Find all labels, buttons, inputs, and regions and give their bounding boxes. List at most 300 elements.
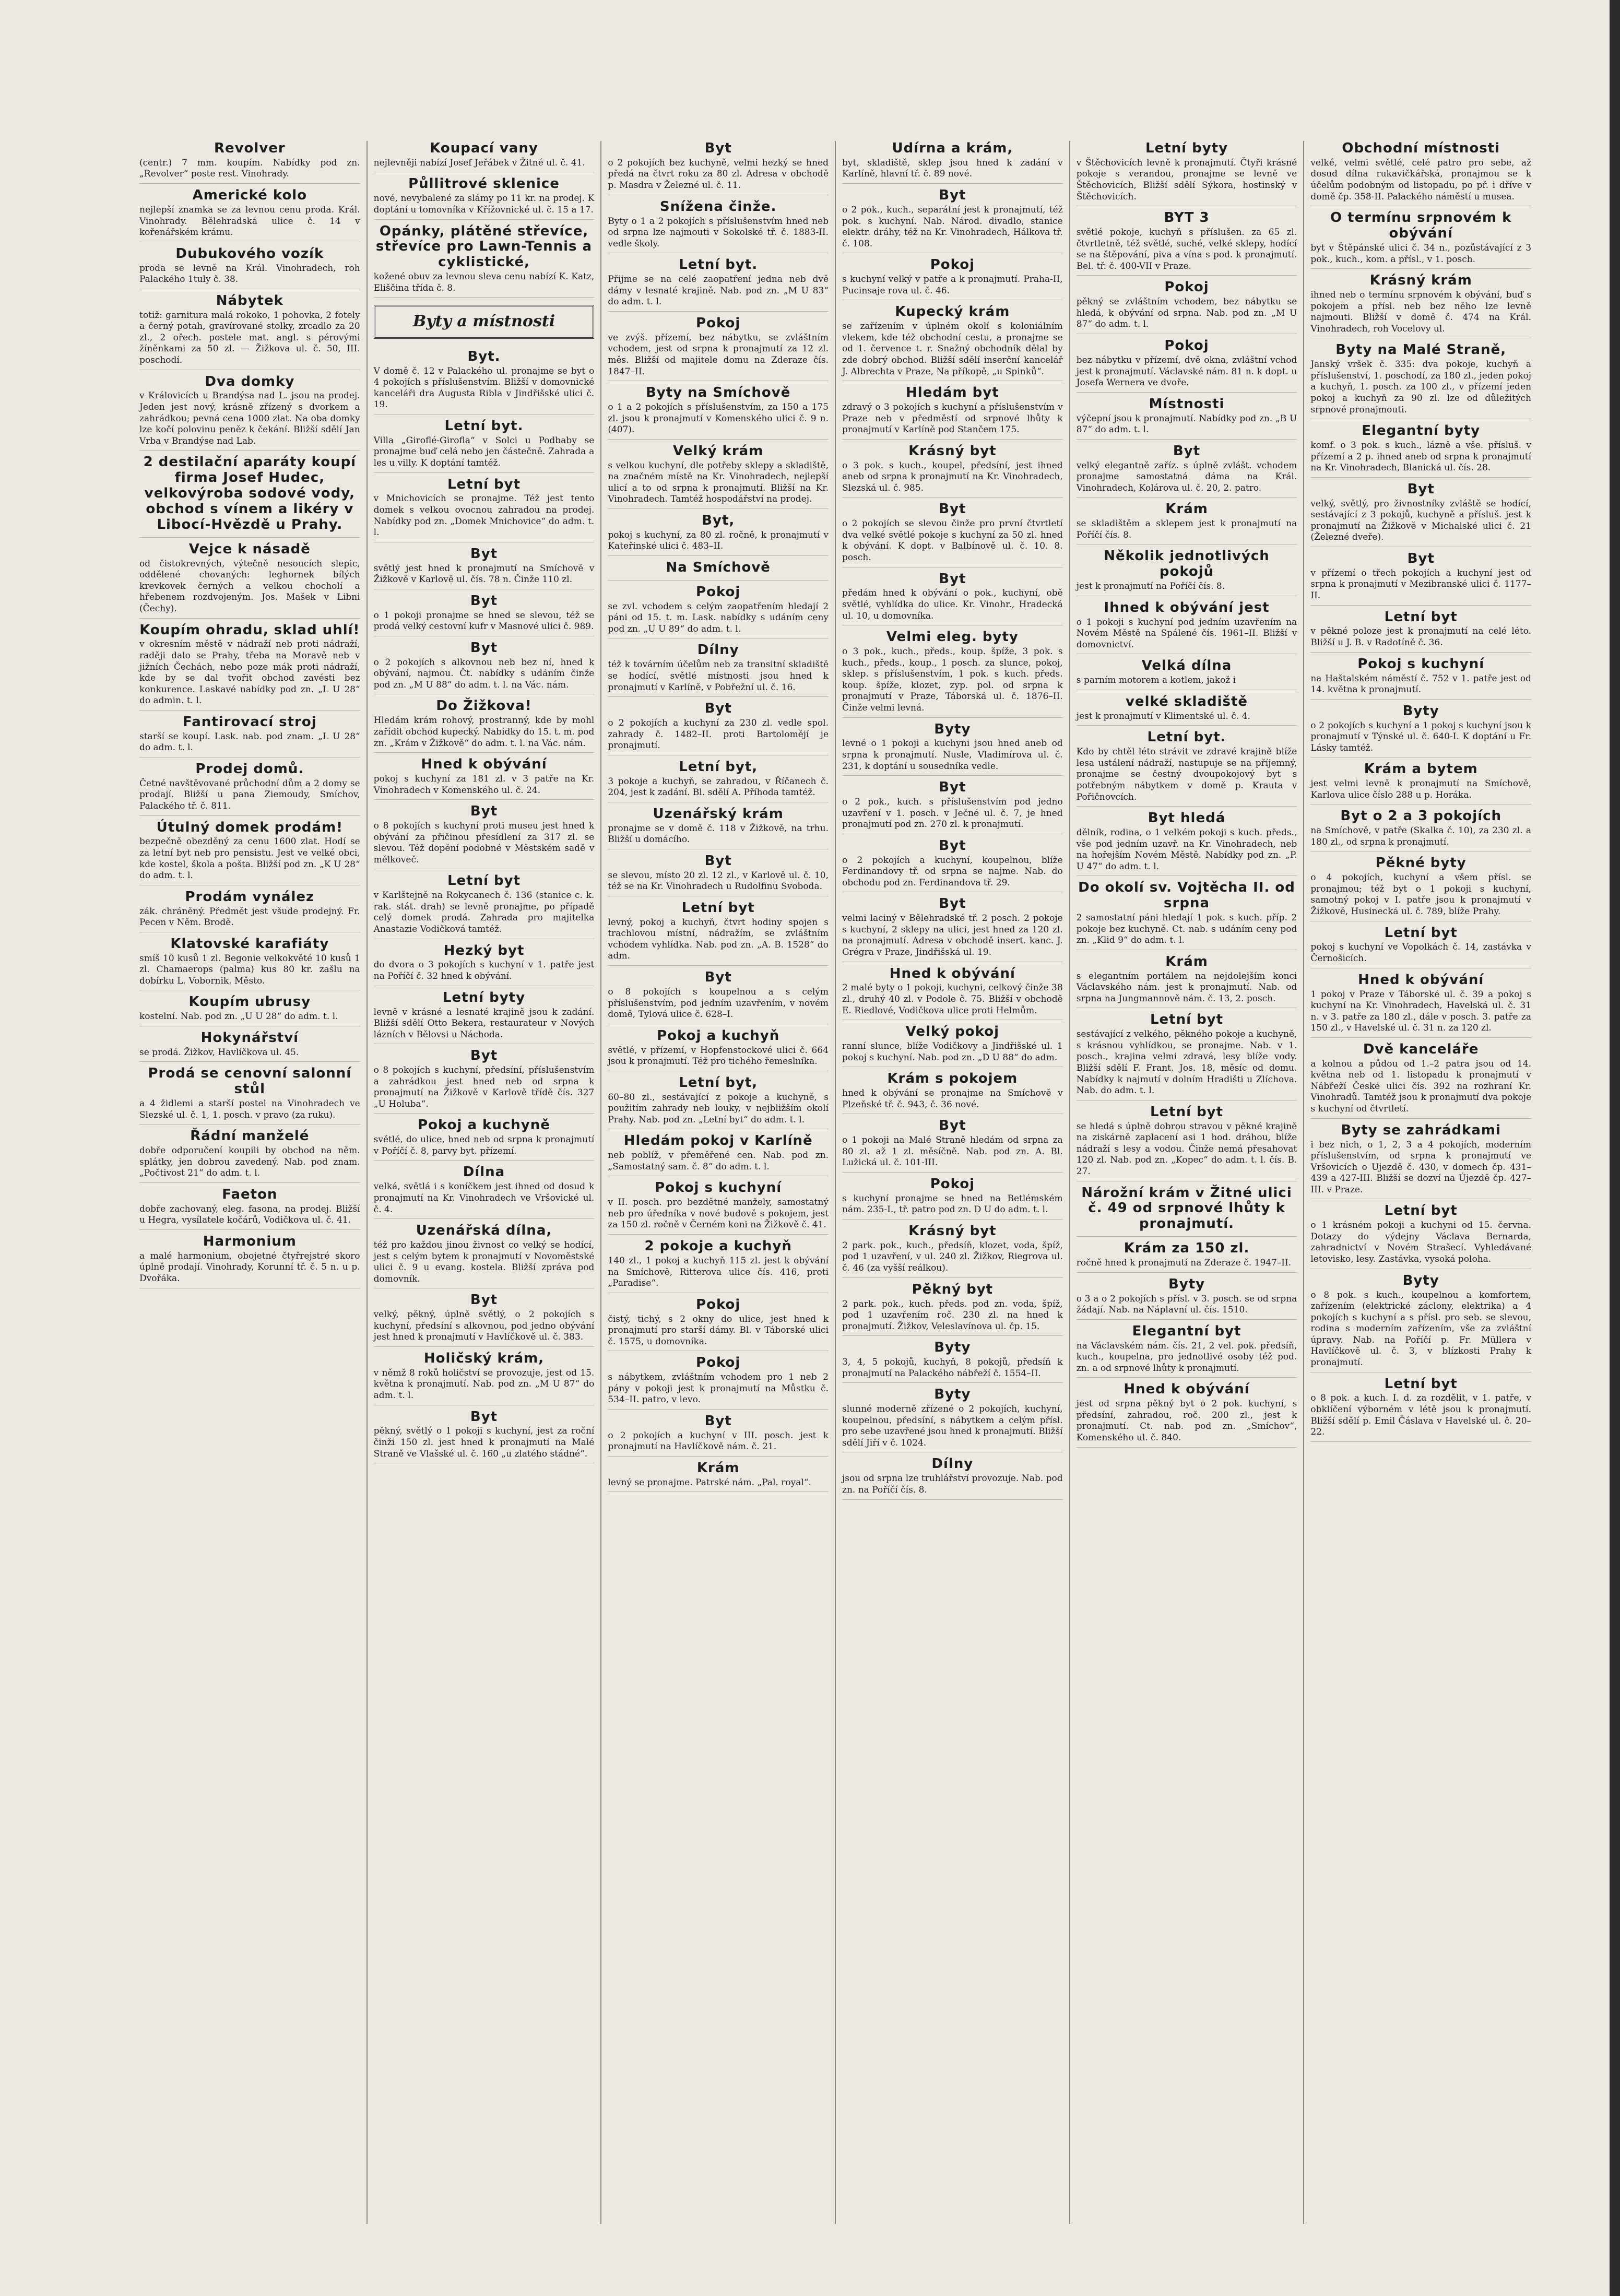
ad-heading: Byt bbox=[470, 1292, 498, 1308]
ad-body: bezpečně obezděný za cenu 1600 zlat. Hodí se za letní byt neb pro pensistu. Jest ve velké obci, kde kostel, škola a pošta. Bližší pod zn. „K U 28“ do adm. t. l. bbox=[139, 836, 360, 881]
classified-ad bbox=[139, 1031, 360, 1062]
ad-body: byt v Štěpánské ulici č. 34 n., pozůstávající z 3 pok., kuch., kom. a přísl., v 1. posch. bbox=[1310, 242, 1532, 265]
ad-body: v Karlštejně na Rokycanech č. 136 (stanice c. k. rak. stát. drah) se levně pronajme, po případě celý domek prodá. Zahrada pro majitelka Anastazie Vodičková tamtéž. bbox=[373, 890, 595, 934]
ad-heading: Byt bbox=[1407, 550, 1435, 566]
ad-heading: Letní byt bbox=[681, 900, 755, 916]
ad-body: v Mnichovicích se pronajme. Též jest tento domek s velkou ovocnou zahradou na prodej. Nabídky pod zn. „Domek Mnichovice“ do adm. t. l. bbox=[373, 493, 595, 538]
classified-ad bbox=[608, 901, 829, 966]
ad-body: 2 malé byty o 1 pokoji, kuchyni, celkový činže 38 zl., druhý 40 zl. v Podole č. 75. Bližší v obchodě E. Riedlové, Vodičkova ulice proti Helmům. bbox=[842, 983, 1063, 1016]
ad-body: výčepní jsou k pronajmutí. Nabídky pod zn. „B U 87“ do adm. t. l. bbox=[1076, 413, 1297, 435]
classified-ad bbox=[608, 560, 829, 581]
ad-heading: Letní byt. bbox=[679, 257, 758, 273]
classified-ad bbox=[1310, 423, 1531, 478]
ad-heading: Letní byt bbox=[1384, 925, 1458, 941]
ad-heading: Byt bbox=[939, 187, 966, 204]
ad-body: pokoj s kuchyní ve Vopolkách č. 14, zastávka v Černošicích. bbox=[1310, 942, 1532, 964]
ad-heading: Dva domky bbox=[205, 373, 295, 389]
classified-ad bbox=[1077, 600, 1297, 655]
ad-body: 2 samostatní páni hledají 1 pok. s kuch. příp. 2 pokoje bez kuchyně. Ct. nab. s udáním ceny pod zn. „Klid 9“ do adm. t. l. bbox=[1076, 913, 1297, 946]
classified-ad bbox=[608, 385, 829, 440]
classified-ad bbox=[374, 224, 595, 298]
classified-ad bbox=[139, 1066, 360, 1125]
ad-body: o 1 pokoji na Malé Straně hledám od srpna za 80 zl. až 1 zl. měsíčně. Nab. pod zn. A. Bl. Lužická ul. č. 101-III. bbox=[842, 1135, 1063, 1168]
ad-heading: Pokoj a kuchyně bbox=[418, 1117, 550, 1133]
ad-heading: Byt bbox=[939, 779, 966, 796]
ad-body: dobře odporučení koupili by obchod na něm. splátky, jen dobrou zavedený. Nab. pod znam. „Počtivost 21“ do adm. t. l. bbox=[139, 1145, 360, 1179]
ad-heading: 2 destilační aparáty koupí firma Josef Hudec, velkovýroba sodové vody, obchod s vínem a likéry v Libocí-Hvězdě u Prahy. bbox=[143, 454, 357, 532]
ad-body: na Václavském nám. čís. 21, 2 vel. pok. předsíň, kuch., koupelna, pro jednotlivé osoby též pod. zn. a od srpnové lhůty k pronajmutí. bbox=[1076, 1340, 1297, 1374]
ad-body: v okresním městě v nádraží neb proti nádraží, raději dalo se Prahy, třeba na Moravě neb v jižních Čechách, nebo poze mák proti nádraží, kde by se dal tvořit obchod zavésti bez konkurence. Laskavé nabídky pod zn. „L U 28“ do admin. t. l. bbox=[139, 639, 360, 706]
classified-ad bbox=[1077, 1012, 1297, 1100]
ad-body: s kuchyní pronajme se hned na Betlémském nám. 235-I., tř. patro pod zn. D U do adm. t. l. bbox=[842, 1193, 1063, 1215]
classified-ad bbox=[1310, 342, 1531, 419]
ad-body: nejlepší znamka se za levnou cenu proda. Král. Vinohrady. Bělehradská ulice č. 14 v kořenářském krámu. bbox=[139, 204, 360, 238]
classified-ad bbox=[1077, 141, 1297, 206]
ad-heading: Prodá se cenovní salonní stůl bbox=[148, 1066, 352, 1097]
ad-body: se skladištěm a sklepem jest k pronajmutí na Poříčí čís. 8. bbox=[1076, 518, 1297, 540]
ad-body: jest od srpna pěkný byt o 2 pok. kuchyní, s předsíní, zahradou, roč. 200 zl., jest k pronajmutí. Ct. nab. pod zn. „Smíchov“, Komenského ul. č. 840. bbox=[1076, 1399, 1297, 1443]
ad-body: v II. posch. pro bezdětné manžely, samostatný neb pro úředníka v nové budově s pokojem, jest za 150 zl. ročně v Černém koni na Žižkově č. 41. bbox=[608, 1197, 829, 1230]
classified-ad bbox=[1077, 444, 1297, 498]
classified-column bbox=[1070, 141, 1305, 2224]
ad-body: 3 pokoje a kuchyň, se zahradou, v Říčanech č. 204, jest k zadání. Bl. sdělí A. Příhoda tamtéž. bbox=[608, 776, 829, 798]
classified-ad bbox=[1077, 1105, 1297, 1181]
ad-body: o 4 pokojích, kuchyní a všem přísl. se pronajmou; též byt o 1 pokoji s kuchyní, samotný pokoj v I. patře jsou k pronajmutí v Žižkově, Husinecká ul. č. 789, blíže Prahy. bbox=[1310, 872, 1532, 917]
ad-heading: Letní byt bbox=[447, 476, 521, 492]
ad-heading: Fantirovací stroj bbox=[182, 714, 317, 730]
classified-ad bbox=[139, 246, 360, 289]
ad-heading: Pokoj bbox=[696, 584, 741, 600]
ad-body: o 2 pok., kuch. s příslušenstvím pod jedno uzavření v 1. posch. v Ječné ul. č. 7, je hned pronajmutí pod zn. 270 zl. k pronajmutí. bbox=[842, 797, 1063, 830]
ad-body: jest k pronajmutí v Klimentské ul. č. 4. bbox=[1076, 711, 1250, 721]
ad-body: levné o 1 pokoji a kuchyni jsou hned aneb od srpna k pronajmutí. Nusle, Vladimírova ul. č. 231, k doptání u sousedníka vedle. bbox=[842, 738, 1063, 772]
ad-heading: Pokoj s kuchyní bbox=[1357, 656, 1485, 672]
ad-heading: Byt bbox=[470, 1409, 498, 1425]
ad-body: o 8 pokojích s koupelnou a s celým příslušenstvím, pod jedním uzavřením, v novém domě, Tylová ulice č. 628–I. bbox=[608, 986, 829, 1020]
classified-ad bbox=[608, 854, 829, 896]
ad-body: pěkný se zvláštním vchodem, bez nábytku se hledá, k obývání od srpna. Nab. pod zn. „M U 87“ do adm. t. l. bbox=[1076, 297, 1297, 330]
ad-heading: Letní byt. bbox=[444, 418, 524, 434]
ad-body: v přízemí o třech pokojích a kuchyní jest od srpna k pronajmutí v Mezibranské ulici č. 1177–II. bbox=[1310, 567, 1532, 601]
classified-ad bbox=[1310, 1203, 1531, 1269]
classified-ad bbox=[608, 141, 829, 195]
classified-ad bbox=[1310, 482, 1531, 547]
ad-body: velký elegantně zaříz. s úplně zvlášt. vchodem pronajme samostatná dáma na Král. Vinohradech, Kolárova ul. č. 20, 2. patro. bbox=[1076, 460, 1297, 493]
ad-body: a malé harmonium, obojetné čtyřrejstré skoro úplně prodají. Vinohrady, Korunní tř. č. 5 n. u p. Dvořáka. bbox=[139, 1250, 360, 1284]
classified-ad bbox=[1077, 694, 1297, 726]
ad-heading: Hokynářství bbox=[200, 1029, 299, 1046]
ad-body: a kolnou a půdou od 1.–2 patra jsou od 14. května neb od 1. listopadu k pronajmutí v Nábřeží České ulici čís. 392 na rozhraní Kr. Vinohradů. Tamtéž jsou k pronajmutí dva pokoje s kuchyní od čtvrtletí. bbox=[1310, 1058, 1532, 1115]
classified-ad bbox=[1077, 658, 1297, 690]
ad-body: o 2 pokojích s alkovnou neb bez ní, hned k obývání, najmou. Čt. nabídky s udáním činže pod zn. „M U 88“ do adm. t. l. na Vác. nám. bbox=[373, 657, 595, 690]
ad-body: se zařízením v úplném okolí s koloniálním vlekem, kde též obchodní cestu, a pronajme se od 1. července t. r. Snažný obchodník dělal by zde dobrý obchod. Bližší sdělí inserční kancelář J. Albrechta v Praze, Na příkopě, „u Spinků“. bbox=[842, 321, 1063, 377]
ad-body: levný, pokoj a kuchyň, čtvrt hodiny spojen s trachlovou místní, nádražím, se zvláštním vchodem vyhlídka. Nab. pod zn. „A. B. 1528“ do adm. bbox=[608, 917, 829, 962]
classified-ad bbox=[374, 990, 595, 1045]
classified-ad bbox=[608, 1414, 829, 1457]
ad-body: pokoj s kuchyní, za 80 zl. ročně, k pronajmutí v Kateřinské ulici č. 483–II. bbox=[608, 529, 829, 552]
ad-body: velký, pěkný, úplně světlý, o 2 pokojích s kuchyní, předsíní s alkovnou, pod jedno obývání jest hned k pronajmutí v Havlíčkově ul. č. 383. bbox=[373, 1309, 595, 1343]
ad-body: ve zvýš. přízemí, bez nábytku, se zvláštním vchodem, jest od srpna k pronajmutí za 12 zl. měs. Bližší od majitele domu na Zderaze čís. 1847–II. bbox=[608, 332, 829, 377]
ad-body: od čistokrevných, výtečně nesoucích slepic, oddělené chovaných: leghornek bílých krevkovek černých a velkou chocholí a hřebenem rozdvojeným. Jos. Mašek v Libni (Čechy). bbox=[139, 558, 360, 614]
ad-heading: Byt bbox=[704, 853, 732, 869]
classified-ad bbox=[608, 444, 829, 509]
ad-body: Četné navštěvované průchodní dům a 2 domy se prodají. Bližší u pana Ziemoudy, Smíchov, Palackého tř. č. 811. bbox=[139, 778, 360, 811]
ad-body: hned k obývání se pronajme na Smíchově v Plzeňské tř. č. 943, č. 36 nové. bbox=[842, 1088, 1063, 1110]
ad-heading: Byt bbox=[704, 1413, 732, 1429]
ad-heading: Uzenářská dílna, bbox=[416, 1223, 552, 1239]
ad-heading: Byt bbox=[470, 593, 498, 609]
classified-ad bbox=[374, 1048, 595, 1114]
ad-heading: Byt, bbox=[702, 512, 735, 528]
classified-ad bbox=[374, 141, 595, 172]
ad-body: v Královicích u Brandýsa nad L. jsou na prodej. Jeden jest nový, krásně zřízený s dvorkem a zahrádkou; pevná cena 1000 zlat. Na oba domky lze kočí polovinu peněz k čekání. Bližší sdělí Jan Vrba v Brandýse nad Lab. bbox=[139, 390, 360, 446]
classified-ad bbox=[608, 585, 829, 639]
ad-body: o 2 pokojích a kuchyní v III. posch. jest k pronajmutí na Havlíčkově nám. č. 21. bbox=[608, 1430, 829, 1452]
ad-body: zák. chráněný. Předmět jest všude prodejný. Fr. Pecen v Něm. Brodě. bbox=[139, 906, 360, 928]
ad-heading: Byt bbox=[470, 546, 498, 562]
ad-heading: Velmi eleg. byty bbox=[886, 629, 1019, 645]
ad-body: levný se pronajme. Patrské nám. „Pal. royal“. bbox=[608, 1477, 811, 1488]
ad-body: smíš 10 kusů 1 zl. Begonie velkokvěté 10 kusů 1 zl. Chamaerops (palma) kus 80 kr. zašlu na dobírku L. Vobornik. Město. bbox=[139, 953, 360, 986]
ad-heading: Pěkný byt bbox=[912, 1281, 994, 1297]
ad-heading: Letní byt bbox=[1150, 1104, 1224, 1120]
ad-heading: BYT 3 bbox=[1164, 210, 1210, 226]
ad-heading: Byt bbox=[704, 701, 732, 717]
ad-body: o 1 pokoji s kuchyní pod jedním uzavřením na Novém Městě na Spálené čís. 1961–II. Bližší v domovnictví. bbox=[1076, 617, 1297, 650]
ad-heading: Americké kolo bbox=[192, 187, 308, 204]
ad-heading: Byt o 2 a 3 pokojích bbox=[1340, 808, 1502, 824]
classified-column bbox=[133, 141, 368, 2224]
classified-ad bbox=[374, 699, 595, 753]
classified-ad bbox=[1310, 762, 1531, 804]
ad-heading: Byty bbox=[1402, 1272, 1439, 1288]
ad-body: pronajme se v domě č. 118 v Žižkově, na trhu. Bližší u domácího. bbox=[608, 823, 829, 845]
classified-ad bbox=[139, 1234, 360, 1288]
ad-heading: Krám bbox=[696, 1460, 740, 1476]
ad-body: v Štěchovicích levně k pronajmutí. Čtyři krásné pokoje s verandou, pronajme se levně ve Štěchovicích, Bližší sdělí Sýkora, hostinský v Štěchovicích. bbox=[1076, 157, 1297, 202]
ad-body: s kuchyní velký v patře a k pronajmutí. Praha-II, Pucinsaje rova ul. č. 46. bbox=[842, 274, 1063, 296]
ad-heading: Řádní manželé bbox=[190, 1128, 310, 1144]
classified-ad bbox=[1310, 973, 1531, 1038]
ad-body: velký, světlý, pro živnostníky zvláště se hodící, sestávající z 3 pokojů, kuchyně a přísluš. jest k pronajmutí na Žižkově v Michalské ulici č. 21 (Železné dveře). bbox=[1310, 498, 1532, 543]
ad-body: velká, světlá i s koníčkem jest ihned od dosud k pronajmutí na Kr. Vinohradech ve Vršovické ul. č. 4. bbox=[373, 1181, 595, 1215]
ad-body: o 2 pokojích bez kuchyně, velmi hezký se hned předá na čtvrt roku za 80 zl. Adresa v obchodě p. Masdra v Železné ul. č. 11. bbox=[608, 157, 829, 191]
ad-body: s nábytkem, zvláštním vchodem pro 1 neb 2 pány v pokoji jest k pronajmutí na Můstku č. 534–II. patro, v levo. bbox=[608, 1372, 829, 1405]
classified-ad bbox=[608, 199, 829, 254]
ad-heading: Dubukového vozík bbox=[175, 245, 324, 262]
ad-body: též pro každou jinou živnost co velký se hodící, jest s celým bytem k pronajmutí v Novoměstské ulici č. 9 u evang. kostela. Bližší zpráva pod domovník. bbox=[373, 1240, 595, 1284]
ad-heading: Krásný krám bbox=[1369, 273, 1472, 289]
ad-heading: Holičský krám, bbox=[423, 1350, 545, 1366]
ad-heading: Velký pokoj bbox=[905, 1024, 1000, 1040]
classified-column bbox=[1304, 141, 1538, 2224]
classified-ad bbox=[842, 1177, 1063, 1220]
ad-heading: Letní byt. bbox=[1147, 729, 1226, 745]
ad-body: o 2 pokojích a kuchyní za 230 zl. vedle spol. zahrady č. 1482–II. proti Bartolomějí je pronajmutí. bbox=[608, 717, 829, 751]
ad-body: Byty o 1 a 2 pokojích s příslušenstvím hned neb od srpna lze najmouti v Sokolské tř. č. 1883-II. vedle školy. bbox=[608, 216, 829, 249]
ad-heading: Byty na Malé Straně, bbox=[1335, 342, 1507, 358]
ad-body: o 8 pokojích s kuchyní proti museu jest hned k obývání za přičinou přesídlení za 317 zl. se slevou. Též dopění podobné v Městském sadě v mělkoveč. bbox=[373, 821, 595, 865]
classified-ad bbox=[1310, 141, 1531, 206]
ad-body: předám hned k obývání o pok., kuchyní, obě světlé, vyhlídka do ulice. Kr. Vinohr., Hradecká ul. 10, u domovníka. bbox=[842, 588, 1063, 621]
classified-ad bbox=[842, 444, 1063, 498]
ad-heading: Byt bbox=[704, 969, 732, 986]
ad-heading: Velká dílna bbox=[1141, 658, 1232, 674]
ad-body: dělník, rodina, o 1 velkém pokoji s kuch. předs., vše pod jedním uzavř. na Kr. Vinohradech, neb na hořejším Novém Městě. Nabídky pod zn. „P. U 47“ do adm. t. l. bbox=[1076, 827, 1297, 872]
classified-ad bbox=[608, 701, 829, 755]
ad-body: se prodá. Žižkov, Havlíčkova ul. 45. bbox=[139, 1047, 299, 1058]
ad-body: též k továrním účelům neb za transitní skladiště se hodící, světlé místnosti jsou hned k pronajmutí v Karlíně, v Pobřežní ul. č. 16. bbox=[608, 659, 829, 693]
classified-ad bbox=[842, 1118, 1063, 1173]
classified-ad bbox=[374, 873, 595, 939]
ad-body: na Smíchově, v patře (Skalka č. 10), za 230 zl. a 180 zl., od srpna k pronajmutí. bbox=[1310, 825, 1532, 847]
ad-heading: Hledám pokoj v Karlíně bbox=[623, 1133, 813, 1149]
classified-ad bbox=[1310, 1042, 1531, 1119]
ad-heading: Několik jednotlivých pokojů bbox=[1104, 548, 1270, 580]
ad-body: o 1 pokoji pronajme se hned se slevou, též se prodá velký cestovní kufr v Masnové ulici č. 989. bbox=[373, 610, 595, 632]
classified-ad bbox=[1310, 210, 1531, 269]
ad-body: Kdo by chtěl léto strávit ve zdravé krajině blíže lesa ustálení nádraží, nastupuje se na příjemný, pronajme se čestný dvoupokojový byt s potřebným nábytkem v domě p. Krauta v Pořičnovcích. bbox=[1076, 747, 1297, 802]
classified-ad bbox=[1077, 730, 1297, 807]
ad-heading: Koupím ohradu, sklad uhlí! bbox=[139, 622, 360, 638]
classified-ad bbox=[842, 1340, 1063, 1383]
classified-ad bbox=[374, 641, 595, 695]
ad-body: o 1 a 2 pokojích s příslušenstvím, za 150 a 175 zl. jsou k pronajmutí v Komenského ulici č. 9 n. (407). bbox=[608, 401, 829, 435]
ad-body: velké, velmi světlé, celé patro pro sebe, až dosud dílna rukavičkářská, pronajmou se k účelům podobným od listopadu, po př. i dříve v domě čp. 358-II. Palackého náměstí u musea. bbox=[1310, 157, 1532, 202]
ad-body: 2 park. pok., kuch. předs. pod zn. voda, špíž, pod 1 uzavřením roč. 230 zl. na hned k pronajmutí. Žižkov, Veleslavínova ul. čp. 15. bbox=[842, 1298, 1063, 1332]
ad-heading: Prodám vynález bbox=[185, 889, 315, 905]
classified-ad bbox=[842, 1282, 1063, 1336]
ad-body: o 8 pokojích s kuchyní, předsíní, příslušenstvím a zahrádkou jest hned neb od srpna k pronajmutí na Žižkově v Karlově třídě čís. 327 „U Holuba“. bbox=[373, 1065, 595, 1109]
ad-heading: Byt bbox=[1407, 481, 1435, 497]
classified-ad bbox=[139, 188, 360, 242]
section-banner: Byty a místnosti bbox=[374, 305, 595, 338]
classified-ad bbox=[1077, 1241, 1297, 1272]
classified-ad bbox=[842, 838, 1063, 893]
ad-heading: Opánky, plátěné střevíce, střevíce pro Lawn-Tennis a cyklistické, bbox=[375, 223, 593, 270]
classified-ad bbox=[139, 293, 360, 370]
classified-ad bbox=[842, 1024, 1063, 1067]
ad-body: (centr.) 7 mm. koupím. Nabídky pod zn. „Revolver“ poste rest. Vinohrady. bbox=[139, 157, 360, 180]
ad-heading: Pokoj s kuchyní bbox=[655, 1180, 782, 1196]
classified-ad bbox=[374, 1293, 595, 1347]
ad-body: bez nábytku v přízemí, dvě okna, zvláštní vchod jest k pronajmutí. Václavské nám. 81 n. k dopt. u Josefa Wernera ve dvoře. bbox=[1076, 354, 1297, 388]
classified-ad bbox=[608, 643, 829, 697]
classified-ad bbox=[608, 1355, 829, 1410]
classified-ad bbox=[1077, 397, 1297, 440]
ad-heading: Hezký byt bbox=[443, 942, 525, 958]
ad-body: pokoj s kuchyní za 181 zl. v 3 patře na Kr. Vinohradech v Komenského ul. č. 24. bbox=[373, 774, 595, 796]
ad-heading: Pokoj a kuchyň bbox=[657, 1027, 780, 1044]
ad-body: světlé, v přízemí, v Hopfenstockové ulici č. 664 jsou k pronajmutí. Též pro tichého řemeslníka. bbox=[608, 1045, 829, 1067]
ad-heading: Harmonium bbox=[203, 1233, 297, 1249]
ad-body: čistý, tichý, s 2 okny do ulice, jest hned k pronajmutí pro starší dámy. Bl. v Táborské ulici č. 1575, u domovníka. bbox=[608, 1313, 829, 1347]
classified-ad bbox=[374, 1118, 595, 1161]
classified-ad bbox=[608, 513, 829, 556]
classified-ad bbox=[374, 594, 595, 636]
ad-heading: Uzenářský krám bbox=[653, 806, 784, 822]
classified-ad bbox=[139, 715, 360, 758]
classified-ad bbox=[374, 1223, 595, 1288]
ad-heading: velké skladiště bbox=[1125, 693, 1248, 709]
classified-ad bbox=[374, 804, 595, 869]
classified-ad bbox=[139, 937, 360, 991]
classified-ad bbox=[374, 757, 595, 800]
ad-heading: Klatovské karafiáty bbox=[170, 936, 329, 952]
classified-ad bbox=[608, 970, 829, 1024]
ad-heading: Krám a bytem bbox=[1364, 761, 1478, 777]
ad-body: ročně hned k pronajmutí na Zderaze č. 1947–II. bbox=[1076, 1258, 1292, 1269]
classified-ad bbox=[842, 257, 1063, 300]
classified-ad bbox=[842, 385, 1063, 440]
ad-body: 1 pokoj v Praze v Táborské ul. č. 39 a pokoj s kuchyní na Kr. Vinohradech, Havelská ul. č. 31 n. v 3. patře za 180 zl., dále v posch. 3. patře za 150 zl., v Havelské ul. č. 31 n. za 120 zl. bbox=[1310, 989, 1532, 1034]
ad-body: Hledám krám rohový, prostranný, kde by mohl zařídit obchod kupecký. Nabídky do 15. t. m. pod zn. „Krám v Žižkově“ do adm. t. l. na Vác. nám. bbox=[373, 715, 595, 749]
ad-heading: Elegantní byt bbox=[1132, 1323, 1241, 1339]
classified-ad bbox=[608, 1239, 829, 1293]
ad-heading: Prodej domů. bbox=[195, 761, 304, 777]
ad-heading: Kupecký krám bbox=[895, 304, 1010, 320]
ad-heading: Byt bbox=[470, 1048, 498, 1064]
ad-body: dobře zachovaný, eleg. fasona, na prodej. Bližší u Hegra, vysílatele kočárů, Vodičkova ul. č. 41. bbox=[139, 1203, 360, 1226]
classified-ad bbox=[139, 623, 360, 711]
ad-body: světlé, do ulice, hned neb od srpna k pronajmutí v Poříčí č. 8, parvy byt. přízemí. bbox=[373, 1134, 595, 1156]
ad-heading: Byty na Smíchově bbox=[645, 385, 791, 401]
ad-body: velmi laciný v Bělehradské tř. 2 posch. 2 pokoje s kuchyní, 2 sklepy na ulici, jest hned za 120 zl. na pronajmutí. Adresa v obchodě insert. kanc. J. Grégra v Praze, Jindřišská ul. 19. bbox=[842, 913, 1063, 958]
ad-body: pěkný, světlý o 1 pokoji s kuchyní, jest za roční činži 150 zl. jest hned k pronajmutí na Malé Straně ve Vlašské ul. č. 160 „u zlatého stádné“. bbox=[373, 1426, 595, 1459]
ad-heading: Hned k obývání bbox=[889, 965, 1015, 981]
classified-ad bbox=[139, 374, 360, 451]
ad-heading: Byt bbox=[939, 501, 966, 517]
classified-ad bbox=[842, 1224, 1063, 1278]
classified-ad bbox=[1310, 1273, 1531, 1372]
ad-heading: Byt bbox=[704, 141, 732, 156]
classified-ad bbox=[139, 995, 360, 1026]
ad-heading: Byt bbox=[939, 896, 966, 912]
classified-ad bbox=[139, 762, 360, 816]
ad-heading: Velký krám bbox=[673, 443, 764, 459]
classified-columns bbox=[133, 141, 1538, 2224]
ad-heading: Letní byt bbox=[1384, 609, 1458, 625]
classified-ad bbox=[608, 1075, 829, 1130]
ad-body: s velkou kuchyní, dle potřeby sklepy a skladiště, na značném místě na Kr. Vinohradech, nejlepší ulicí a to od srpna k pronajmutí. Bližší na Kr. Vinohradech. Tamtéž hospodářství na prodej. bbox=[608, 460, 829, 505]
classified-ad bbox=[374, 477, 595, 542]
ad-heading: Útulný domek prodám! bbox=[156, 819, 344, 835]
ad-heading: Pokoj bbox=[696, 315, 741, 331]
classified-ad bbox=[842, 966, 1063, 1021]
classified-ad bbox=[139, 141, 360, 184]
ad-body: 140 zl., 1 pokoj a kuchyň 115 zl. jest k obývání na Smíchově, Ritterova ulice čís. 416, proti „Paradise“. bbox=[608, 1255, 829, 1289]
ad-body: ranní slunce, blíže Vodičkovy a Jindřišské ul. 1 pokoj s kuchyní. Nab. pod zn. „D U 88“ do adm. bbox=[842, 1041, 1063, 1063]
classified-ad bbox=[842, 188, 1063, 253]
classified-column bbox=[368, 141, 602, 2224]
ad-heading: Byty bbox=[934, 1387, 971, 1403]
classified-ad bbox=[374, 176, 595, 219]
ad-heading: Pokoj bbox=[1164, 338, 1209, 354]
ad-body: neb poblíž, v přeměřené cen. Nab. pod zn. „Samostatný sam. č. 8“ do adm. t. l. bbox=[608, 1150, 829, 1172]
ad-body: ihned neb o termínu srpnovém k obývání, buď s pokojem a přísl. neb bez něho lze levně najmouti. Bližší v domě č. 474 na Král. Vinohradech, roh Vocelovy ul. bbox=[1310, 290, 1532, 334]
ad-body: sestávající z velkého, pěkného pokoje a kuchyně, s krásnou vyhlídkou, se pronajme. Nab. v 1. posch., krajina velmi zdravá, lesy blíže vody. Bližší sdělí F. Frant. Jos. 18, měsíc od domu. Nabídky k najmutí v dolním Hradišti u Zlíchova. Nab. do adm. t. l. bbox=[1076, 1029, 1297, 1096]
classified-ad bbox=[608, 1180, 829, 1235]
classified-ad bbox=[608, 1297, 829, 1352]
classified-ad bbox=[139, 1129, 360, 1183]
ad-heading: Pěkné byty bbox=[1375, 855, 1467, 871]
ad-body: jest velmi levně k pronajmutí na Smíchově, Karlova ulice číslo 288 u p. Horáka. bbox=[1310, 778, 1532, 800]
ad-body: v němž 8 roků holičství se provozuje, jest od 15. května k pronajmutí. Nab. pod zn. „M U 87“ do adm. t. l. bbox=[373, 1367, 595, 1401]
ad-body: 2 park. pok., kuch., předsíň, klozet, voda, špíž, pod 1 uzavření, v ul. 240 zl. Žižkov, Riegrova ul. č. 46 (za vyšší reálkou). bbox=[842, 1240, 1063, 1274]
ad-heading: Pokoj bbox=[1164, 279, 1209, 295]
ad-body: s parním motorem a kotlem, jakož i bbox=[1076, 675, 1236, 686]
ad-body: o 1 krásném pokoji a kuchyni od 15. června. Dotazy do výdejny Václava Bernarda, zahradnictví v Novém Strašecí. Vyhledávané letovisko, lesy. Zastávka, vysoká poloha. bbox=[1310, 1220, 1532, 1265]
ad-heading: Byt. bbox=[467, 348, 501, 364]
ad-body: 3, 4, 5 pokojů, kuchyň, 8 pokojů, předsíň k pronajmutí na Palackého nábřeží č. 1554–II. bbox=[842, 1357, 1063, 1379]
classified-ad bbox=[139, 820, 360, 885]
ad-body: o 2 pok., kuch., separátní jest k pronajmutí, též pok. s kuchyní. Nab. Národ. divadlo, stanice elektr. dráhy, též na Kr. Vinohradech, Hálkova tř. č. 108. bbox=[842, 204, 1063, 249]
classified-ad bbox=[139, 455, 360, 537]
ad-body: slunné moderně zřízené o 2 pokojích, kuchyní, koupelnou, předsíní, s nábytkem a celým přísl. pro sebe uzavřené jsou hned k pronajmutí. Bližší sdělí Jiří v č. 1024. bbox=[842, 1404, 1063, 1448]
classified-ad bbox=[374, 1410, 595, 1464]
classified-ad bbox=[1077, 338, 1297, 393]
ad-heading: Pokoj bbox=[930, 257, 975, 273]
ad-heading: Byty se zahrádkami bbox=[1341, 1122, 1501, 1138]
classified-ad bbox=[1077, 280, 1297, 334]
classified-ad bbox=[1077, 954, 1297, 1009]
ad-heading: Byt bbox=[939, 1118, 966, 1134]
classified-ad bbox=[1077, 1324, 1297, 1378]
ad-body: o 8 pok. s kuch., koupelnou a komfortem, zařízením (elektrické záclony, elektrika) a 4 pokojích s kuchyní a s přísl. pro seb. se slevou, rodina s moderním zařízením, vše za zvláštní úpravy. Nab. na Poříčí p. Fr. Müllera v Havlíčkově ul. č. 3, v blízkosti Prahy k pronajmutí. bbox=[1310, 1289, 1532, 1368]
ad-body: o 8 pok. a kuch. I. d. za rozdělit, v 1. patře, v obklíčení výborném v létě jsou k pronajmutí. Bližší sdělí p. Emil Čáslava v Havelské ul. č. 20–22. bbox=[1310, 1393, 1532, 1438]
ad-body: o 3 a o 2 pokojích s přísl. v 3. posch. se od srpna žádají. Nab. na Náplavní ul. čís. 1510. bbox=[1076, 1293, 1297, 1316]
classified-ad bbox=[842, 572, 1063, 626]
ad-body: levně v krásné a lesnaté krajině jsou k zadání. Bližší sdělí Otto Bekera, restaurateur v Nových lázních v Bělovsi u Náchoda. bbox=[373, 1007, 595, 1040]
ad-body: zdravý o 3 pokojích s kuchyní a příslušenstvím v Praze neb v předměstí od srpnové lhůty k pronajmutí v Karlíně pod Stančem 175. bbox=[842, 401, 1063, 435]
ad-heading: Krám bbox=[1165, 501, 1208, 517]
ad-heading: Byty bbox=[1168, 1276, 1205, 1292]
ad-heading: Hned k obývání bbox=[421, 756, 547, 773]
ad-body: se hledá s úplně dobrou stravou v pěkné krajině na ziskárně zaplacení asi 1 hod. dráhou, blíže nádraží s lesy a vodou. Činže nemá přesahovat 120 zl. Nab. pod zn. „Kopec“ do adm. t. l. čís. B. 27. bbox=[1076, 1121, 1297, 1177]
ad-heading: Elegantní byty bbox=[1362, 423, 1481, 439]
ad-body: byt, skladiště, sklep jsou hned k zadání v Karlíně, hlavní tř. č. 89 nové. bbox=[842, 157, 1063, 180]
classified-ad bbox=[608, 257, 829, 312]
ad-body: kožené obuv za levnou sleva cenu nabízí K. Katz, Eliščina třída č. 8. bbox=[373, 271, 595, 293]
ad-heading: Koupací vany bbox=[430, 141, 538, 156]
ad-heading: Dílny bbox=[697, 642, 739, 658]
classified-ad bbox=[608, 1461, 829, 1492]
ad-body: na Haštalském náměstí č. 752 v 1. patře jest od 14. května k pronajmutí. bbox=[1310, 673, 1532, 695]
classified-ad bbox=[842, 896, 1063, 962]
ad-heading: Krásný byt bbox=[908, 1223, 997, 1239]
classified-ad bbox=[842, 630, 1063, 717]
classified-ad bbox=[842, 304, 1063, 381]
classified-ad bbox=[1077, 1186, 1297, 1237]
ad-heading: Na Smíchově bbox=[666, 559, 771, 575]
classified-ad bbox=[374, 547, 595, 589]
ad-heading: Do Žižkova! bbox=[436, 698, 532, 714]
classified-ad bbox=[608, 1028, 829, 1071]
ad-heading: Byt bbox=[470, 640, 498, 656]
classified-ad bbox=[139, 890, 360, 932]
ad-heading: Krám s pokojem bbox=[887, 1071, 1018, 1087]
ad-heading: Byt bbox=[939, 837, 966, 854]
classified-ad bbox=[1310, 856, 1531, 921]
ad-heading: Letní byt bbox=[1150, 1012, 1224, 1028]
classified-ad bbox=[1077, 1382, 1297, 1447]
ad-heading: Hned k obývání bbox=[1124, 1381, 1250, 1398]
ad-heading: Krásný byt bbox=[908, 443, 997, 459]
ad-body: proda se levně na Král. Vinohradech, roh Palackého 1tuly č. 38. bbox=[139, 263, 360, 285]
ad-heading: Nárožní krám v Žitné ulici č. 49 od srpnové lhůty k pronajmutí. bbox=[1081, 1185, 1292, 1232]
classified-ad bbox=[374, 943, 595, 986]
classified-ad bbox=[1310, 657, 1531, 700]
